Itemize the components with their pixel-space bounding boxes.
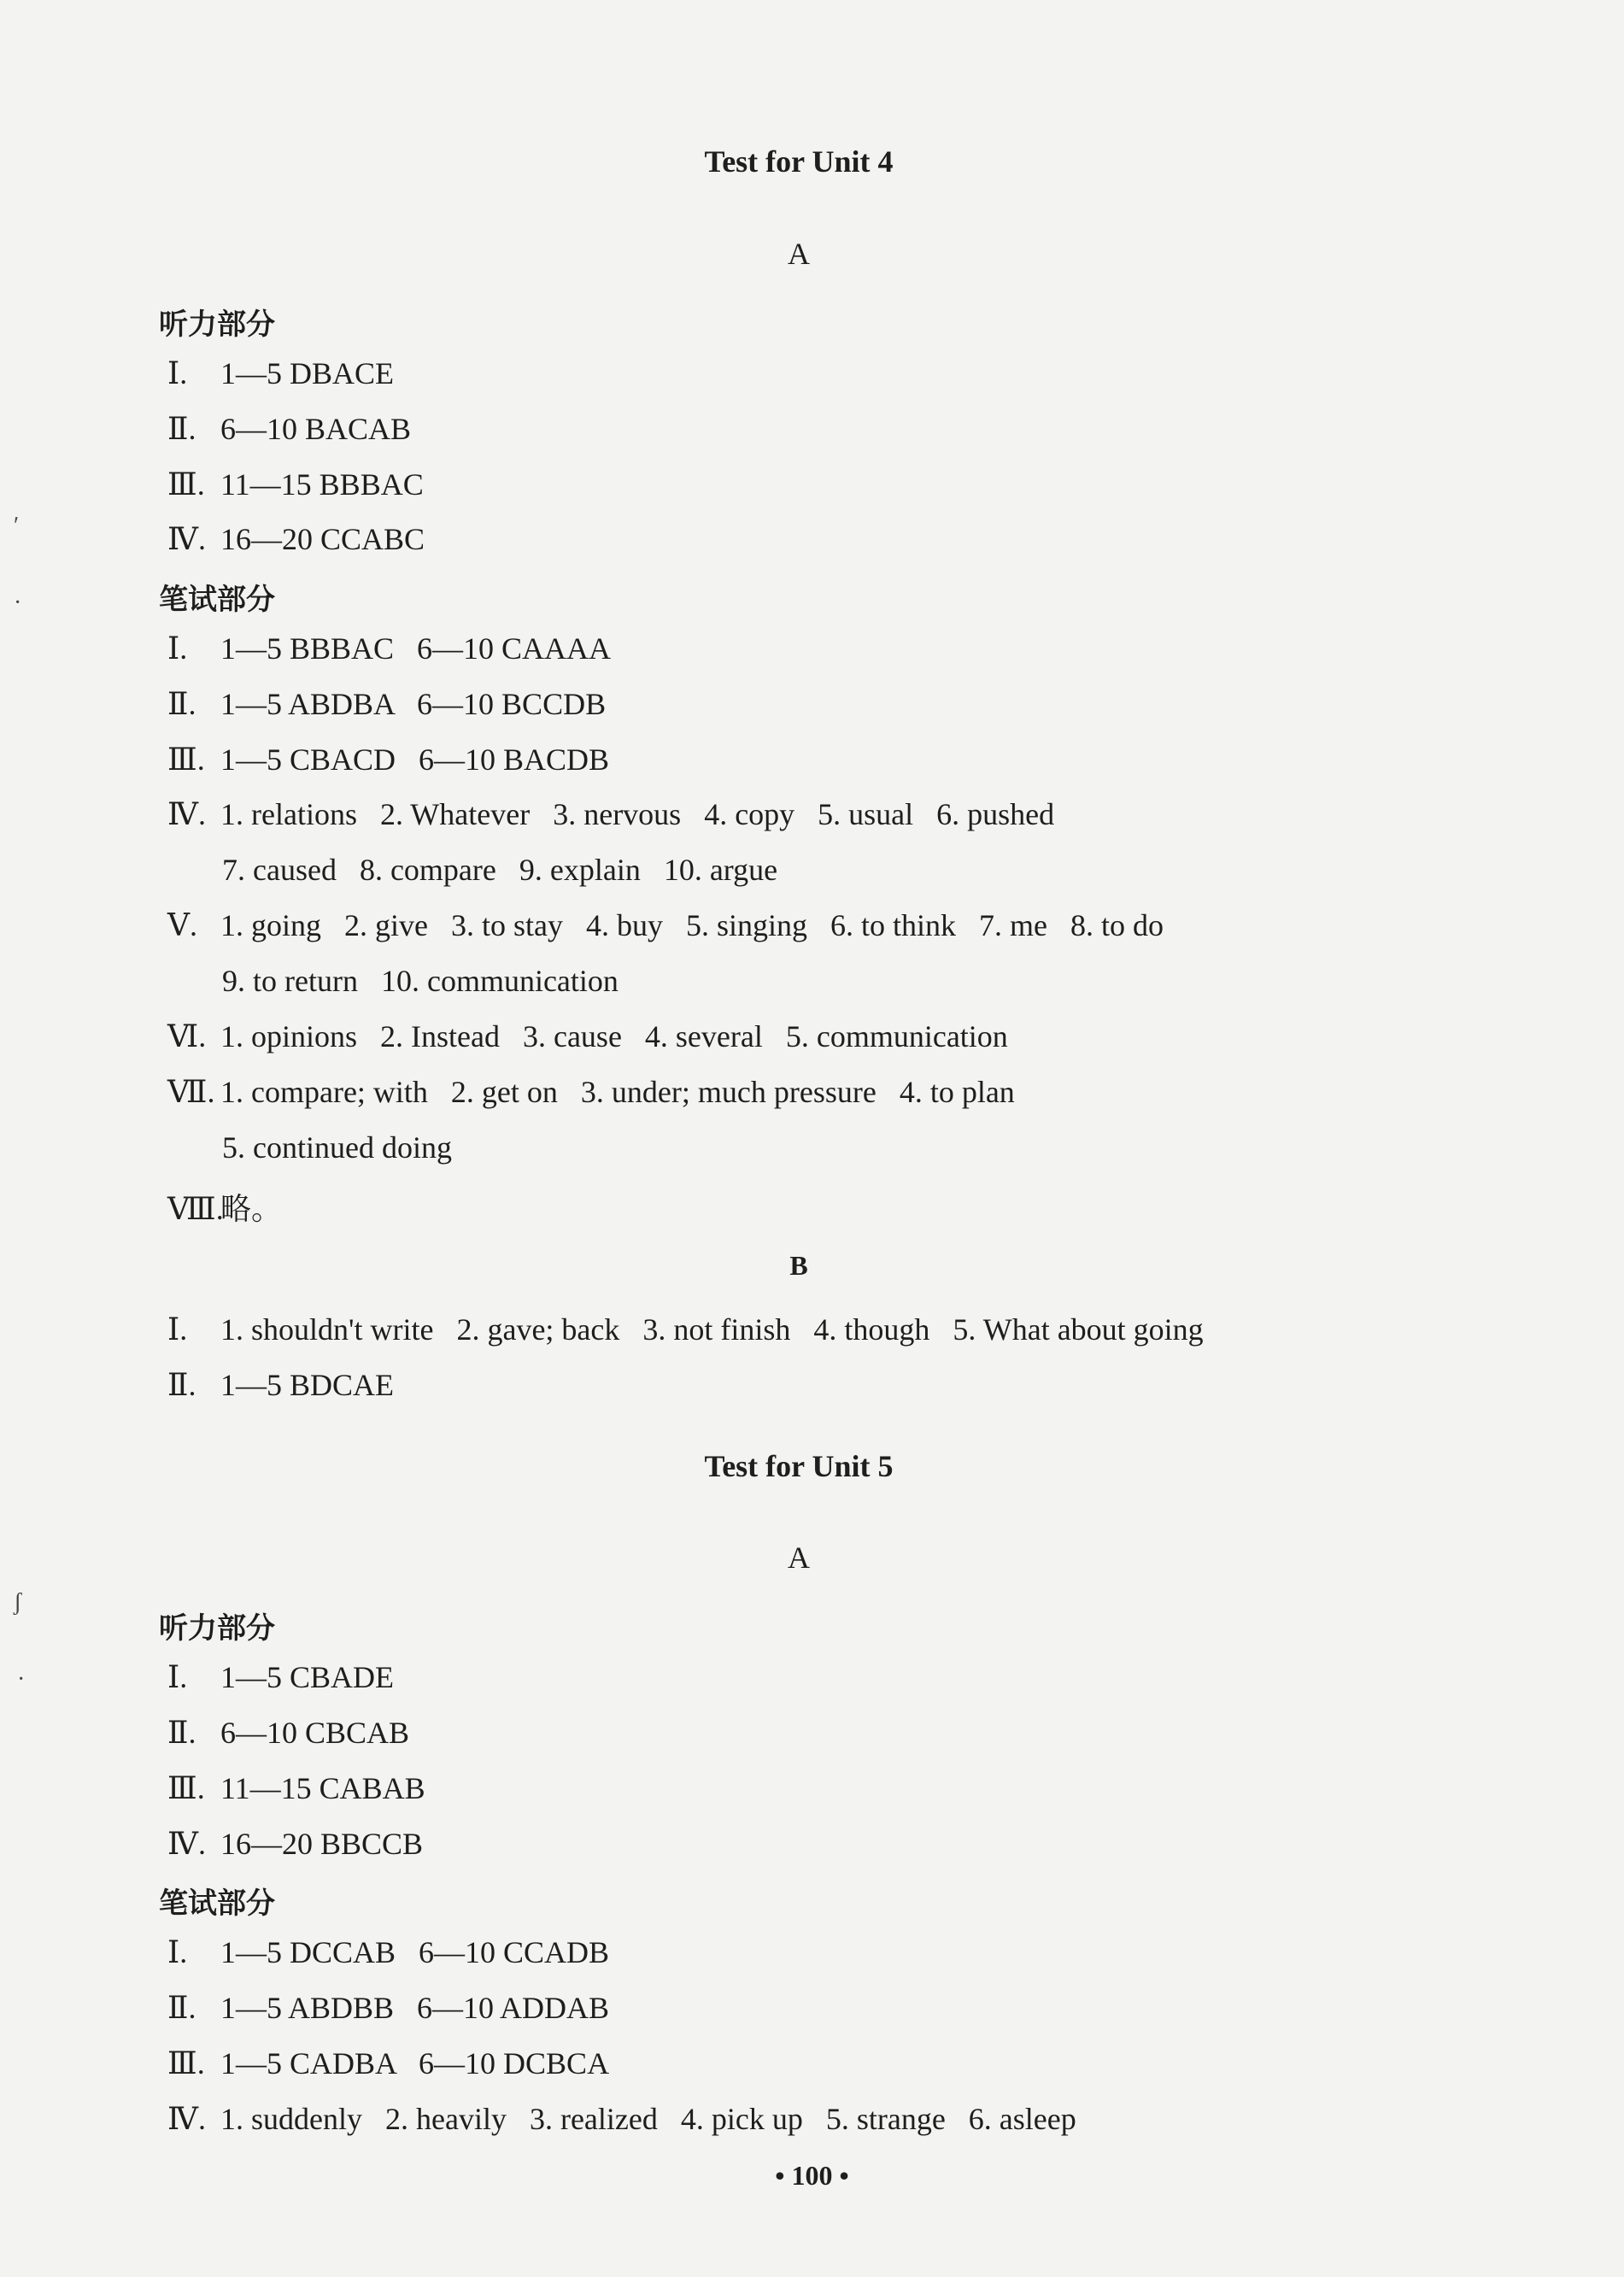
roman-numeral: Ⅷ. [167,1192,224,1226]
roman-numeral: Ⅰ. [167,1935,188,1969]
scan-mark: · [17,1666,26,1693]
unit5-written-1 [167,1934,609,1970]
roman-numeral: Ⅲ. [167,467,205,502]
unit5-written-2 [167,1990,609,2026]
unit5-listening-label: 听力部分 [159,1611,275,1646]
unit4-written-4-cont: 7. caused 8. compare 9. explain 10. argue [222,853,778,887]
unit4-written-3 [167,742,609,778]
answers: 6—10 CBCAB [220,1716,410,1750]
answers: 1—5 DCCAB 6—10 CCADB [220,1935,610,1969]
unit4-written-7 [167,1074,1015,1110]
roman-numeral: Ⅰ. [167,1660,188,1694]
answers: 16—20 CCABC [220,522,425,556]
roman-numeral: Ⅳ. [167,797,206,831]
unit4-written-8 [167,1185,282,1229]
roman-numeral: Ⅵ. [167,1019,207,1053]
page-number: • 100 • [775,2160,849,2191]
roman-numeral: Ⅳ. [167,1827,206,1861]
unit4-listening-4 [167,521,425,557]
roman-numeral: Ⅴ. [167,908,197,942]
scan-mark: ʹ [14,513,20,539]
answers: 1. suddenly 2. heavily 3. realized 4. pick up 5. strange 6. asleep [220,2102,1076,2136]
unit4-written-1 [167,631,611,666]
answers: 略。 [220,1192,283,1226]
roman-numeral: Ⅲ. [167,2046,205,2080]
answers: 1. relations 2. Whatever 3. nervous 4. copy 5. usual 6. pushed [220,797,1055,831]
unit4-listening-label: 听力部分 [159,308,275,342]
answers: 16—20 BBCCB [220,1827,424,1861]
roman-numeral: Ⅰ. [167,356,188,390]
unit5-written-4 [167,2101,1076,2137]
answers: 11—15 BBBAC [220,467,424,502]
unit4-listening-1 [167,355,394,391]
answers: 1. opinions 2. Instead 3. cause 4. several 5. communication [220,1019,1008,1053]
unit4-written-5-cont: 9. to return 10. communication [222,964,619,998]
unit5-written-label: 笔试部分 [159,1887,275,1921]
answers: 6—10 BACAB [220,412,412,446]
unit4-b-1 [167,1312,1204,1347]
roman-numeral: Ⅰ. [167,1312,188,1347]
roman-numeral: Ⅱ. [167,687,196,721]
answers: 11—15 CABAB [220,1771,425,1805]
answers: 1—5 CBACD 6—10 BACDB [220,742,610,777]
unit4-written-label: 笔试部分 [159,583,275,617]
roman-numeral: Ⅰ. [167,631,188,666]
unit4-written-6 [167,1018,1008,1054]
scan-mark: · [14,590,22,616]
unit4-listening-2 [167,411,411,447]
unit4-written-7-cont: 5. continued doing [222,1130,452,1165]
answers: 1—5 CBADE [220,1660,395,1694]
answers: 1. going 2. give 3. to stay 4. buy 5. singing 6. to think 7. me 8. to do [220,908,1164,942]
answers: 1. shouldn't write 2. gave; back 3. not finish 4. though 5. What about going [220,1312,1204,1347]
answers: 1—5 DBACE [220,356,395,390]
unit5-title: Test for Unit 5 [704,1449,894,1483]
roman-numeral: Ⅳ. [167,2102,206,2136]
unit5-part-a: A [788,1540,810,1575]
unit4-title: Test for Unit 4 [704,144,894,179]
unit4-written-2 [167,686,606,722]
roman-numeral: Ⅲ. [167,742,205,777]
unit5-listening-3 [167,1770,425,1806]
answers: 1—5 ABDBB 6—10 ADDAB [220,1991,610,2025]
roman-numeral: Ⅳ. [167,522,206,556]
unit5-listening-1 [167,1659,394,1695]
roman-numeral: Ⅶ. [167,1075,215,1109]
answers: 1—5 BBBAC 6—10 CAAAA [220,631,612,666]
unit4-b-2 [167,1367,394,1403]
unit5-listening-2 [167,1715,409,1751]
unit4-listening-3 [167,467,424,502]
answers: 1—5 BDCAE [220,1368,395,1402]
roman-numeral: Ⅱ. [167,412,196,446]
roman-numeral: Ⅱ. [167,1716,196,1750]
unit4-written-5 [167,907,1164,943]
roman-numeral: Ⅱ. [167,1991,196,2025]
unit5-written-3 [167,2045,609,2081]
roman-numeral: Ⅲ. [167,1771,205,1805]
answers: 1—5 CADBA 6—10 DCBCA [220,2046,610,2080]
unit5-listening-4 [167,1826,423,1862]
unit4-written-4 [167,796,1054,832]
scan-mark: ʃ [14,1589,22,1616]
unit4-part-b: B [789,1250,808,1281]
answers: 1—5 ABDBA 6—10 BCCDB [220,687,607,721]
roman-numeral: Ⅱ. [167,1368,196,1402]
answers: 1. compare; with 2. get on 3. under; much pressure 4. to plan [220,1075,1015,1109]
unit4-part-a: A [788,237,810,271]
